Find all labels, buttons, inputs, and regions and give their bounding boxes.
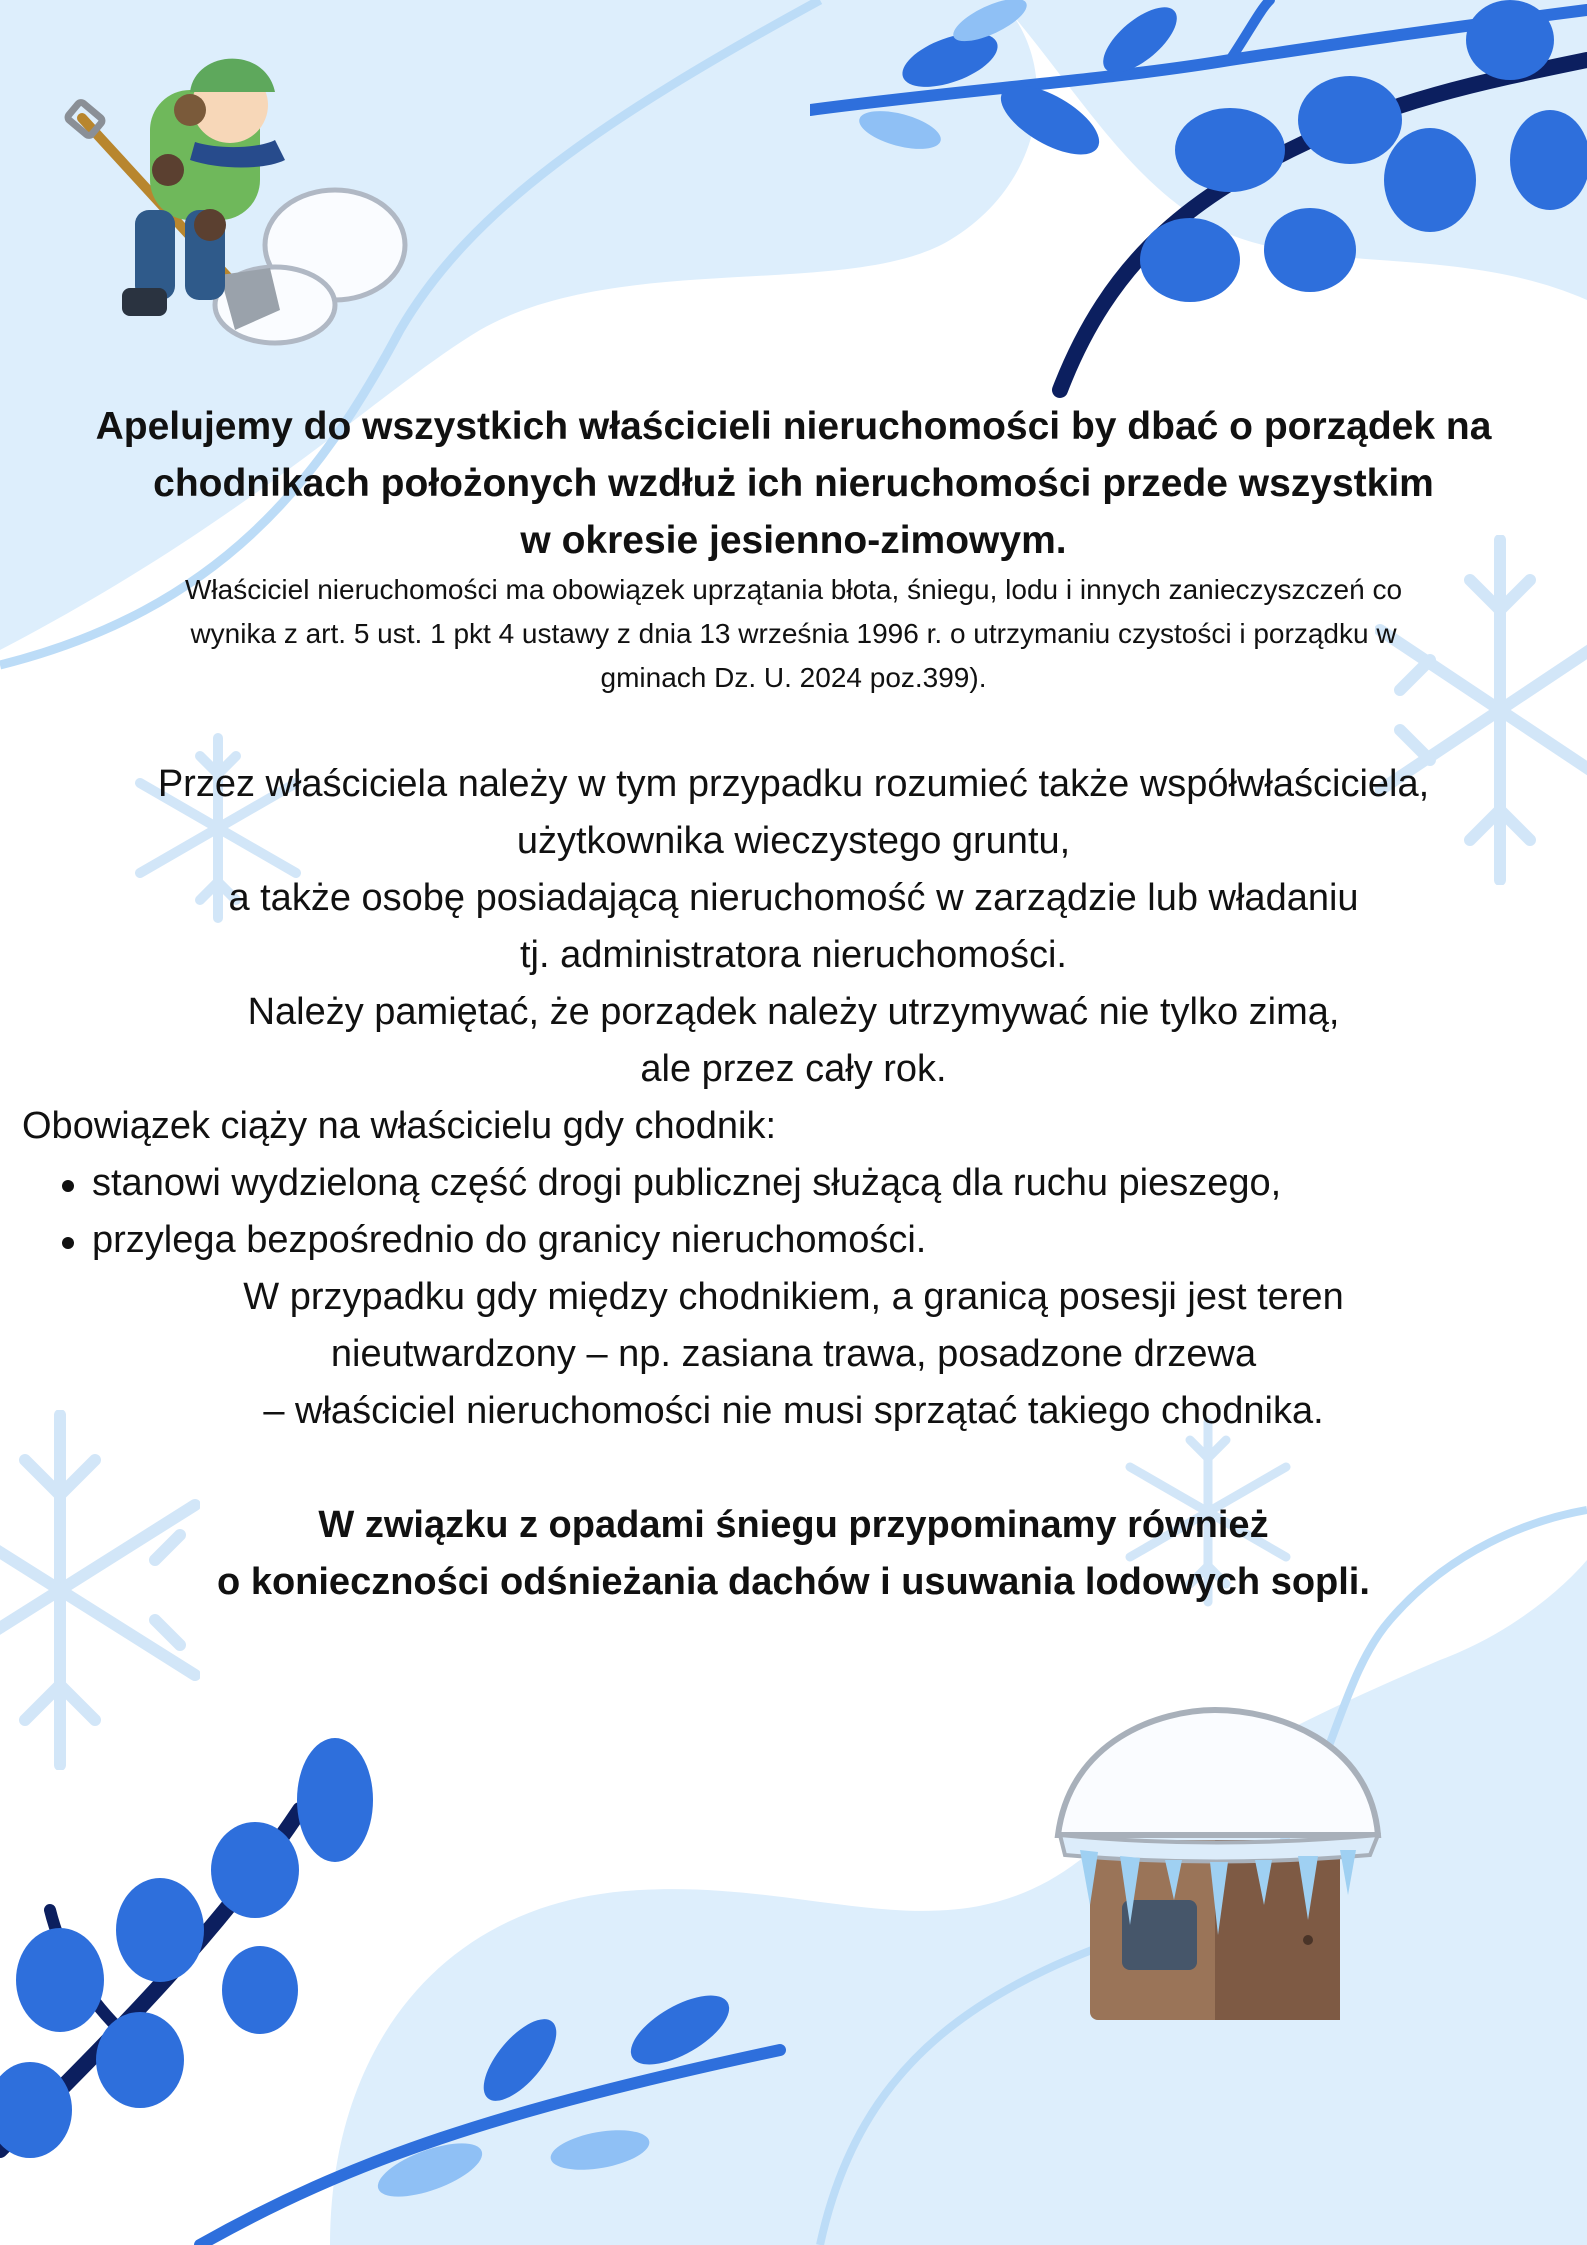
- list-item: przylega bezpośrednio do granicy nieruchomości.: [92, 1212, 1587, 1269]
- body-line: ale przez cały rok.: [640, 1048, 947, 1090]
- body-line: a także osobę posiadającą nieruchomość w zarządzie lub władaniu: [228, 877, 1359, 919]
- duty-list: [0, 1155, 1587, 1269]
- reminder: [0, 1497, 1587, 1611]
- body-line: Należy pamiętać, że porządek należy utrzymywać nie tylko zimą,: [247, 991, 1340, 1033]
- person-shoveling-snow-illustration: [60, 30, 430, 360]
- legal-line: gminach Dz. U. 2024 poz.399).: [600, 662, 987, 693]
- exception-note: [0, 1269, 1587, 1440]
- title-line: Apelujemy do wszystkich właścicieli nieruchomości by dbać o porządek na: [95, 405, 1492, 448]
- blue-leaf-branch-icon: [810, 0, 1587, 440]
- body-line: nieutwardzony – np. zasiana trawa, posadzone drzewa: [330, 1333, 1257, 1375]
- title-line: w okresie jesienno-zimowym.: [520, 519, 1067, 562]
- snow-covered-house-with-icicles-illustration: [1040, 1700, 1390, 2030]
- duty-intro: Obowiązek ciąży na właścicielu gdy chodnik:: [22, 1105, 777, 1147]
- reminder-line: W związku z opadami śniegu przypominamy również: [318, 1504, 1269, 1546]
- body-line: W przypadku gdy między chodnikiem, a granicą posesji jest teren: [243, 1276, 1344, 1318]
- list-item: stanowi wydzieloną część drogi publicznej służącą dla ruchu pieszego,: [92, 1155, 1587, 1212]
- legal-line: wynika z art. 5 ust. 1 pkt 4 ustawy z dnia 13 września 1996 r. o utrzymaniu czystości i porządku w: [190, 618, 1397, 649]
- body-line: – właściciel nieruchomości nie musi sprzątać takiego chodnika.: [263, 1390, 1324, 1432]
- legal-note: [0, 568, 1587, 700]
- blue-leaf-branch-icon: [0, 1730, 820, 2245]
- main-body: [0, 756, 1587, 1611]
- body-line: użytkownika wieczystego gruntu,: [516, 820, 1071, 862]
- page-title: [0, 398, 1587, 569]
- body-line: tj. administratora nieruchomości.: [520, 934, 1067, 976]
- owner-definition: [0, 756, 1587, 1098]
- body-line: Przez właściciela należy w tym przypadku rozumieć także współwłaściciela,: [157, 763, 1430, 805]
- legal-line: Właściciel nieruchomości ma obowiązek uprzątania błota, śniegu, lodu i innych zanieczyszczeń co: [184, 574, 1403, 605]
- reminder-line: o konieczności odśnieżania dachów i usuwania lodowych sopli.: [217, 1561, 1370, 1603]
- title-line: chodnikach położonych wzdłuż ich nieruchomości przede wszystkim: [153, 462, 1434, 505]
